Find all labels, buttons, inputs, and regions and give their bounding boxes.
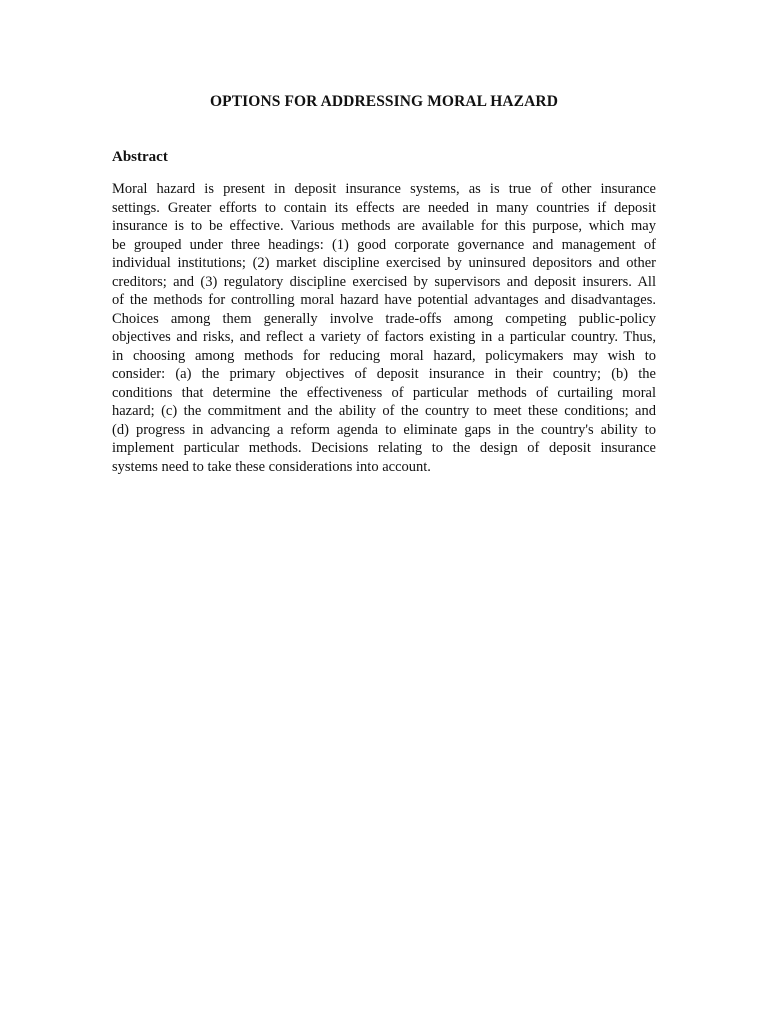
abstract-line: creditors; and (3) regulatory discipline exercised by supervisors and deposit insurers. All [112,273,656,290]
abstract-line: Moral hazard is present in deposit insurance systems, as is true of other insurance [112,181,656,197]
abstract-line: consider: (a) the primary objectives of deposit insurance in their country; (b) the [112,366,656,382]
abstract-line: implement particular methods. Decisions relating to the design of deposit insurance [112,440,656,456]
abstract-heading: Abstract [112,149,168,165]
abstract-line: in choosing among methods for reducing moral hazard, policymakers may wish to [112,347,656,364]
abstract-line: settings. Greater efforts to contain its effects are needed in many countries if deposit [112,199,656,216]
abstract-line: objectives and risks, and reflect a variety of factors existing in a particular country. Thus, [112,329,656,345]
abstract-line: conditions that determine the effectiveness of particular methods of curtailing moral [112,384,656,401]
abstract-line: individual institutions; (2) market discipline exercised by uninsured depositors and other [112,255,656,271]
document-title: OPTIONS FOR ADDRESSING MORAL HAZARD [210,93,558,110]
abstract-line: be grouped under three headings: (1) good corporate governance and management of [112,236,656,253]
abstract-line: insurance is to be effective. Various methods are available for this purpose, which may [112,218,656,234]
abstract-line: Choices among them generally involve trade-offs among competing public-policy [112,310,656,327]
abstract-line: (d) progress in advancing a reform agenda to eliminate gaps in the country's ability to [112,421,656,438]
abstract-line: systems need to take these considerations into account. [112,458,431,475]
abstract-body [112,180,656,476]
abstract-line: hazard; (c) the commitment and the ability of the country to meet these conditions; and [112,403,656,419]
abstract-line: of the methods for controlling moral hazard have potential advantages and disadvantages. [112,292,656,308]
